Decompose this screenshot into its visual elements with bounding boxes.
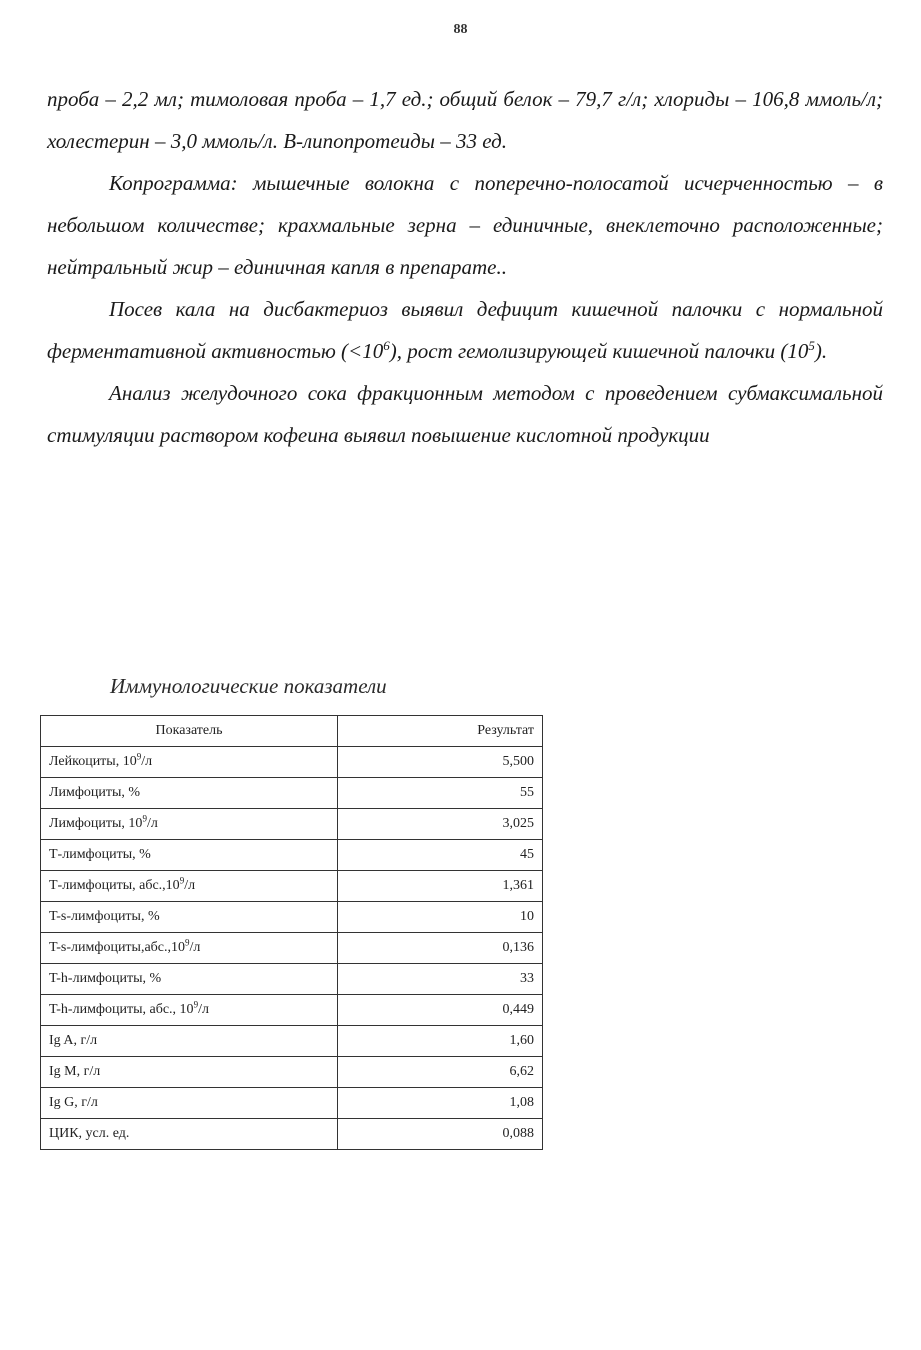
row-label bbox=[41, 964, 338, 995]
table-row bbox=[41, 809, 543, 840]
row-label-text: ЦИК, усл. ед. bbox=[49, 1126, 130, 1141]
paragraph-lab-results: проба – 2,2 мл; тимоловая проба – 1,7 ед.; общий белок – 79,7 г/л; хлориды – 106,8 ммоль/л; холестерин – 3,0 ммоль/л. В-липопротеиды – 33 ед. bbox=[47, 87, 883, 153]
row-value: 55 bbox=[338, 778, 543, 809]
row-value: 1,08 bbox=[338, 1088, 543, 1119]
row-label bbox=[41, 1119, 338, 1150]
row-label-text: Ig A, г/л bbox=[49, 1033, 98, 1048]
row-label-superscript: 9 bbox=[142, 813, 147, 824]
row-label bbox=[41, 809, 338, 840]
row-label-text: T-h-лимфоциты, % bbox=[49, 971, 162, 986]
table-row bbox=[41, 747, 543, 778]
row-label-suffix: /л bbox=[189, 940, 201, 955]
row-label bbox=[41, 1057, 338, 1088]
row-value: 5,500 bbox=[338, 747, 543, 778]
table-row bbox=[41, 778, 543, 809]
row-label-superscript: 9 bbox=[136, 751, 142, 762]
superscript: 5 bbox=[808, 338, 815, 353]
table-row bbox=[41, 995, 543, 1026]
row-label-text: Лимфоциты, % bbox=[49, 785, 141, 800]
row-label-text: Ig M, г/л bbox=[49, 1064, 101, 1079]
table-title: Иммунологические показатели bbox=[110, 674, 387, 698]
row-value: 45 bbox=[338, 840, 543, 871]
row-label-text: T-s-лимфоциты, % bbox=[49, 909, 160, 924]
text-fragment: ). bbox=[814, 339, 828, 363]
text-fragment: Посев кала на дисбактериоз выявил дефицит кишечной палочки с нормальной ферментативной активностью (<10 bbox=[47, 297, 883, 363]
table-header-row bbox=[41, 716, 543, 747]
header-param: Показатель bbox=[41, 716, 338, 747]
header-value: Результат bbox=[338, 716, 543, 747]
table-row bbox=[41, 840, 543, 871]
paragraph-gastric-juice: Анализ желудочного сока фракционным методом с проведением субмаксимальной стимуляции раствором кофеина выявил повышение кислотной продукции bbox=[47, 381, 883, 447]
row-value: 33 bbox=[338, 964, 543, 995]
superscript: 6 bbox=[383, 338, 390, 353]
paragraph-coprogram: Копрограмма: мышечные волокна с поперечно-полосатой исчерченностью – в небольшом количестве; крахмальные зерна – единичные, внеклеточно расположенные; нейтральный жир – единичная капля в препарате.. bbox=[47, 171, 883, 279]
row-label-suffix: /л bbox=[141, 754, 153, 769]
row-label-text: Ig G, г/л bbox=[49, 1095, 98, 1110]
row-label bbox=[41, 995, 338, 1026]
row-label bbox=[41, 933, 338, 964]
table-row bbox=[41, 902, 543, 933]
text-fragment: ), рост гемолизирующей кишечной палочки (10 bbox=[389, 339, 809, 363]
row-label-text: T-s-лимфоциты,абс.,10 bbox=[49, 940, 186, 955]
row-label-text: T-h-лимфоциты, абс., 10 bbox=[49, 1002, 194, 1017]
table-row bbox=[41, 1057, 543, 1088]
row-value: 6,62 bbox=[338, 1057, 543, 1088]
table-body bbox=[41, 747, 543, 1150]
row-label-suffix: /л bbox=[198, 1002, 209, 1017]
paragraph-dysbacteriosis bbox=[47, 288, 883, 372]
row-value: 3,025 bbox=[338, 809, 543, 840]
row-label-suffix: /л bbox=[146, 816, 158, 831]
table-row bbox=[41, 1088, 543, 1119]
row-label bbox=[41, 778, 338, 809]
body-text bbox=[47, 78, 883, 456]
row-label bbox=[41, 840, 338, 871]
row-value: 0,088 bbox=[338, 1119, 543, 1150]
row-label-superscript: 9 bbox=[179, 875, 185, 886]
row-label bbox=[41, 747, 338, 778]
table-row bbox=[41, 964, 543, 995]
row-label-suffix: /л bbox=[184, 878, 196, 893]
table-row bbox=[41, 1026, 543, 1057]
row-label bbox=[41, 902, 338, 933]
row-value: 0,136 bbox=[338, 933, 543, 964]
row-value: 0,449 bbox=[338, 995, 543, 1026]
table-row bbox=[41, 871, 543, 902]
row-label-text: Лейкоциты, 10 bbox=[49, 754, 137, 769]
row-label-text: Т-лимфоциты, абс.,10 bbox=[49, 878, 180, 893]
row-label-superscript: 9 bbox=[193, 999, 199, 1010]
page-number: 88 bbox=[453, 22, 468, 37]
row-label-superscript: 9 bbox=[185, 937, 190, 948]
table-row bbox=[41, 933, 543, 964]
immunology-table bbox=[40, 715, 543, 1150]
row-label-text: Т-лимфоциты, % bbox=[49, 847, 151, 862]
row-value: 1,361 bbox=[338, 871, 543, 902]
row-value: 10 bbox=[338, 902, 543, 933]
row-label bbox=[41, 1026, 338, 1057]
row-label-text: Лимфоциты, 10 bbox=[49, 816, 143, 831]
row-value: 1,60 bbox=[338, 1026, 543, 1057]
row-label bbox=[41, 871, 338, 902]
row-label bbox=[41, 1088, 338, 1119]
table-row bbox=[41, 1119, 543, 1150]
